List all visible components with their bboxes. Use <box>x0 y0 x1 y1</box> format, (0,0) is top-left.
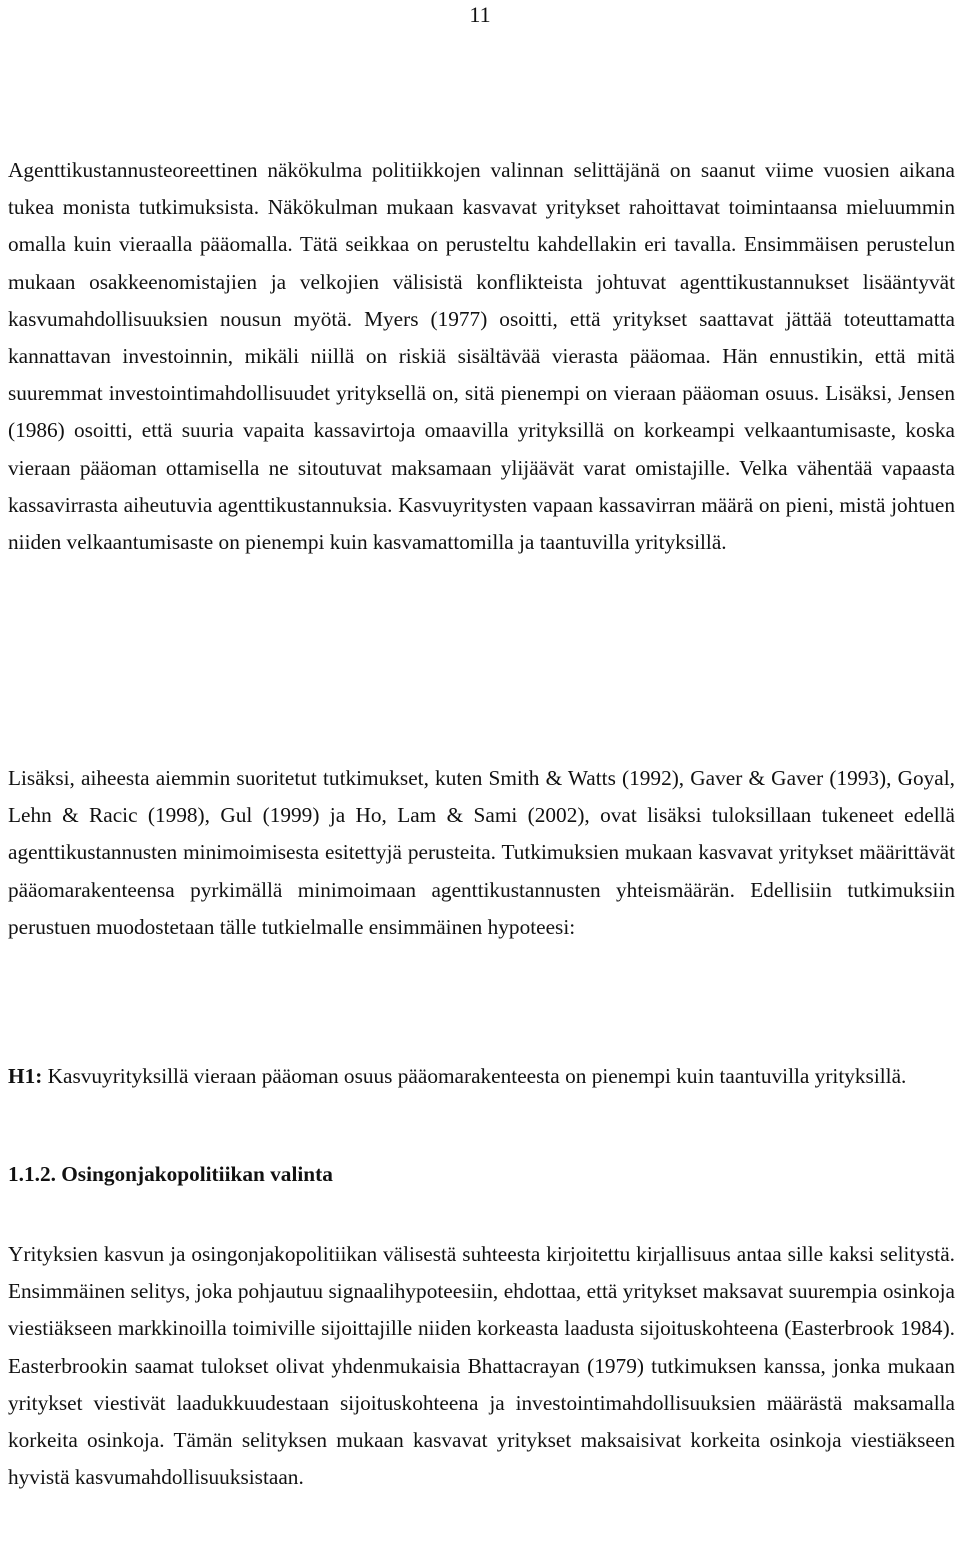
hypothesis-text: Kasvuyrityksillä vieraan pääoman osuus pääomarakenteesta on pienempi kuin taantuvilla yrityksillä. <box>42 1064 907 1088</box>
paragraph-agency-cost-perspective: Agenttikustannusteoreettinen näkökulma politiikkojen valinnan selittäjänä on saanut viime vuosien aikana tukea monista tutkimuksista. Näkökulman mukaan kasvavat yritykset rahoittavat toimintaansa mieluummin omalla kuin vieraalla pääomalla. Tätä seikkaa on perusteltu kahdellakin eri tavalla. Ensimmäisen perustelun mukaan osakkeenomistajien ja velkojien välisistä konflikteista johtuvat agenttikustannukset lisääntyvät kasvumahdollisuuksien nousun myötä. Myers (1977) osoitti, että yritykset saattavat jättää toteuttamatta kannattavan investoinnin, mikäli niillä on riskiä sisältävää vierasta pääomaa. Hän ennustikin, että mitä suuremmat investointimahdollisuudet yrityksellä on, sitä pienempi on vieraan pääoman osuus. Lisäksi, Jensen (1986) osoitti, että suuria vapaita kassavirtoja omaavilla yrityksillä on korkeampi velkaantumisaste, koska vieraan pääoman ottamisella ne sitoutuvat maksamaan ylijäävät varat omistajille. Velka vähentää vapaasta kassavirrasta aiheutuvia agenttikustannuksia. Kasvuyritysten vapaan kassavirran määrä on pieni, mistä johtuen niiden velkaantumisaste on pienempi kuin kasvamattomilla ja taantuvilla yrityksillä. <box>8 158 955 555</box>
hypothesis-h1 <box>8 1058 955 1095</box>
section-heading: 1.1.2. Osingonjakopolitiikan valinta <box>8 1162 333 1186</box>
hypothesis-label: H1: <box>8 1064 43 1088</box>
paragraph-prior-studies: Lisäksi, aiheesta aiemmin suoritetut tutkimukset, kuten Smith & Watts (1992), Gaver & Gaver (1993), Goyal, Lehn & Racic (1998), Gul (1999) ja Ho, Lam & Sami (2002), ovat lisäksi tuloksillaan tukeneet edellä agenttikustannusten minimoimisesta esitettyjä perusteita. Tutkimuksien mukaan kasvavat yritykset määrittävät pääomarakenteensa pyrkimällä minimoimaan agenttikustannusten yhteismäärän. Edellisiin tutkimuksiin perustuen muodostetaan tälle tutkielmalle ensimmäinen hypoteesi: <box>8 766 955 939</box>
page-number: 11 <box>469 2 491 27</box>
paragraph-dividend-policy: Yrityksien kasvun ja osingonjakopolitiikan välisestä suhteesta kirjoitettu kirjallisuus antaa sille kaksi selitystä. Ensimmäinen selitys, joka pohjautuu signaalihypoteesiin, ehdottaa, että yritykset maksavat suurempia osinkoja viestiäkseen markkinoilla toimiville sijoittajille niiden korkeasta laadusta sijoituskohteena (Easterbrook 1984). Easterbrookin saamat tulokset olivat yhdenmukaisia Bhattacrayan (1979) tutkimuksen kanssa, jonka mukaan yritykset viestivät laadukkuudestaan sijoituskohteena ja investointimahdollisuuksien määrästä maksamalla korkeita osinkoja. Tämän selityksen mukaan kasvavat yritykset maksaisivat korkeita osinkoja viestiäkseen hyvistä kasvumahdollisuuksistaan. <box>8 1242 955 1490</box>
